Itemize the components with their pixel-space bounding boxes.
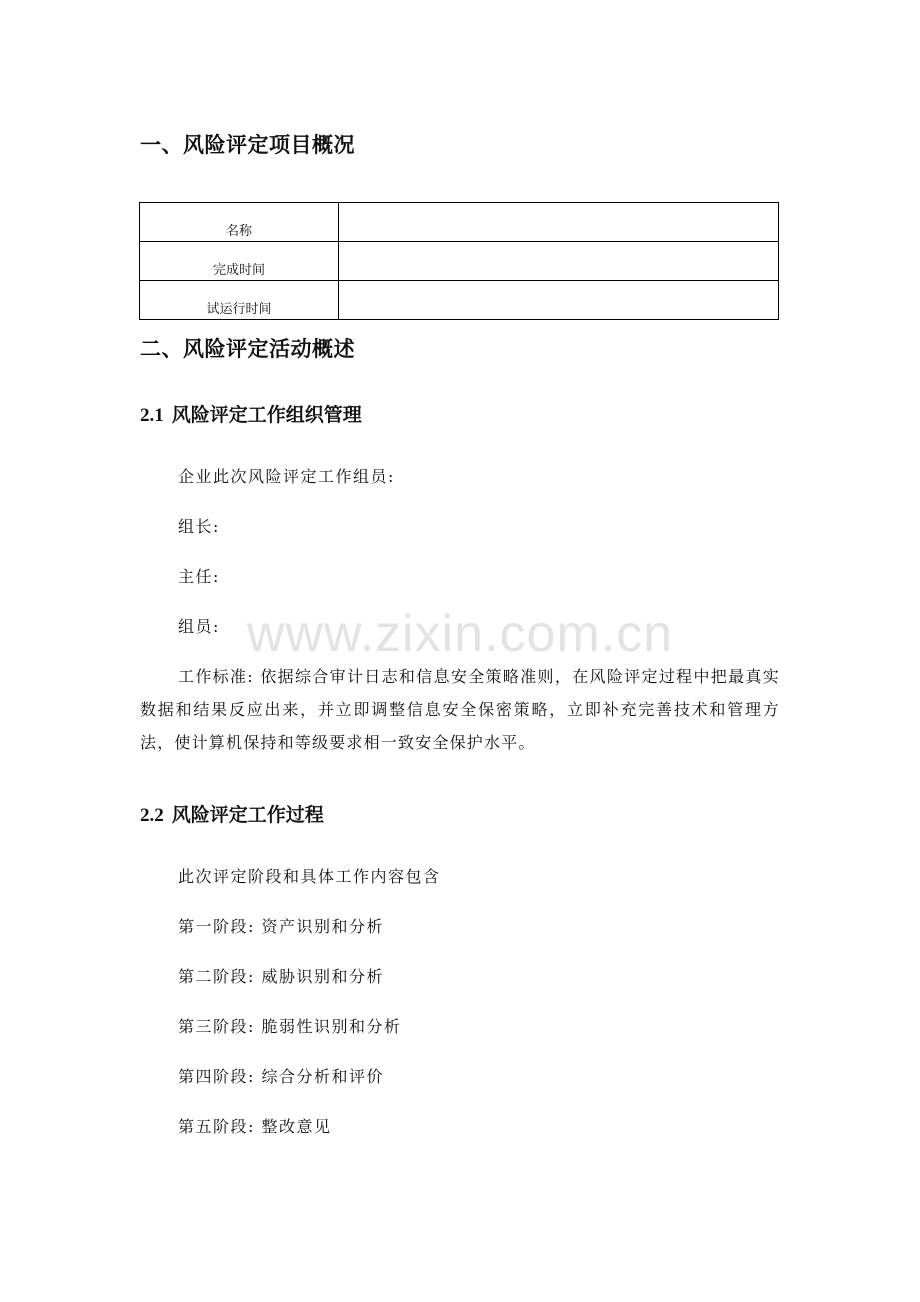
team-members: 组员:: [178, 617, 220, 636]
subsection-title: 风险评定工作过程: [171, 804, 324, 826]
process-intro: 此次评定阶段和具体工作内容包含: [178, 867, 441, 886]
table-value: [339, 242, 779, 281]
subsection-title: 风险评定工作组织管理: [171, 404, 362, 426]
table-label: 完成时间: [140, 242, 339, 281]
table-row: [140, 203, 779, 242]
table-value: [339, 281, 779, 320]
subsection-number: 2.2: [140, 805, 164, 826]
table-label: 试运行时间: [140, 281, 339, 320]
subsection-2-2-heading: [140, 803, 324, 828]
table-label: 名称: [140, 203, 339, 242]
team-intro: 企业此次风险评定工作组员:: [178, 467, 395, 486]
stage-item: 第一阶段: 资产识别和分析: [178, 917, 384, 936]
subsection-2-1-heading: [140, 403, 362, 428]
stage-item: 第四阶段: 综合分析和评价: [178, 1067, 384, 1086]
watermark: www.zixin.com.cn: [246, 605, 674, 663]
table-value: [339, 203, 779, 242]
stage-item: 第三阶段: 脆弱性识别和分析: [178, 1017, 402, 1036]
stage-item: 第五阶段: 整改意见: [178, 1117, 332, 1136]
table-row: [140, 242, 779, 281]
stage-item: 第二阶段: 威胁识别和分析: [178, 967, 384, 986]
work-standard-paragraph: 工作标准: 依据综合审计日志和信息安全策略准则，在风险评定过程中把最真实数据和结果反应出来，并立即调整信息安全保密策略，立即补充完善技术和管理方法，使计算机保持和等级要求相一致安全保护水平。: [140, 667, 780, 752]
project-info-table: [139, 202, 779, 320]
section-2-heading: 二、风险评定活动概述: [140, 337, 355, 361]
section-1-heading: 一、风险评定项目概况: [140, 133, 355, 157]
team-leader: 组长:: [178, 517, 220, 536]
team-director: 主任:: [178, 567, 220, 586]
table-row: [140, 281, 779, 320]
subsection-number: 2.1: [140, 405, 164, 426]
